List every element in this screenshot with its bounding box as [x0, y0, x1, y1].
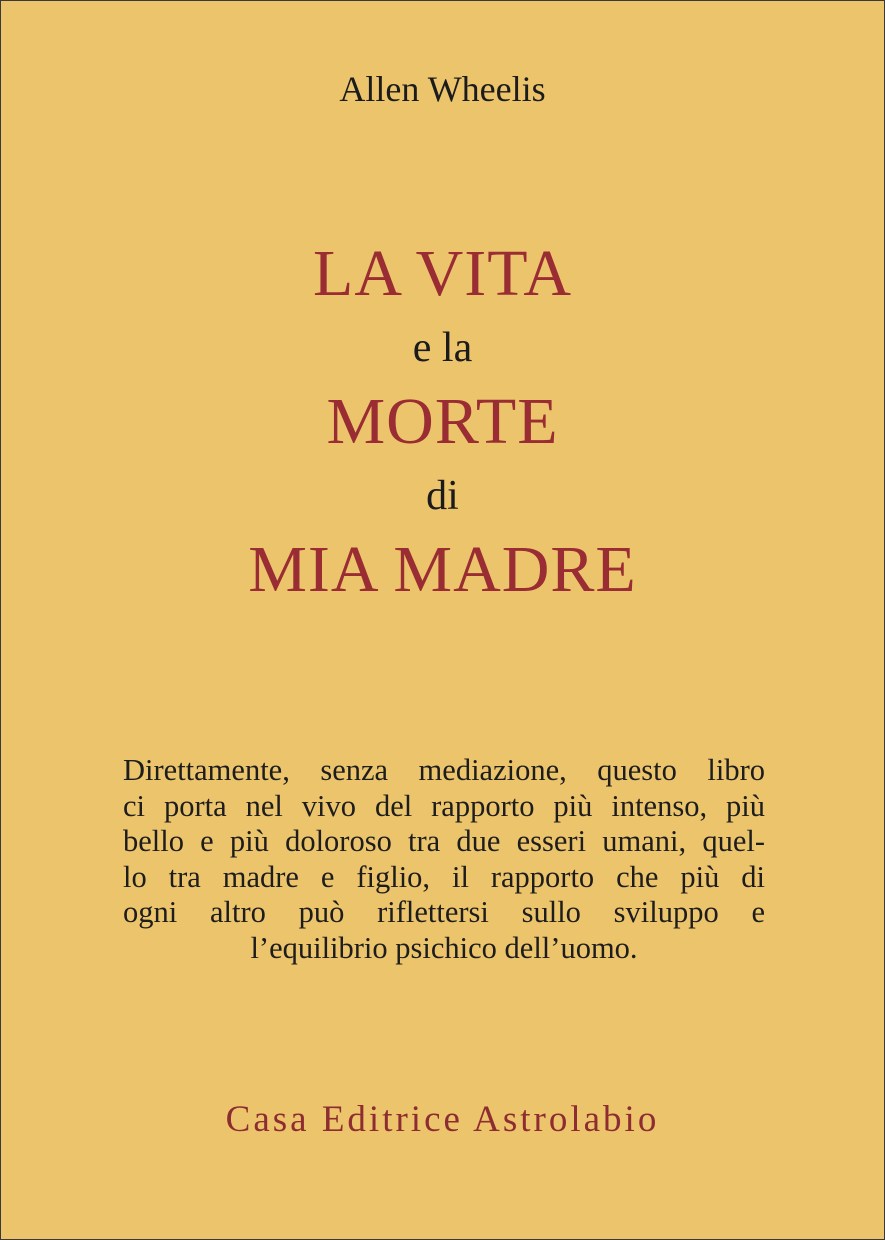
blurb-line: l’equilibrio psichico dell’uomo. — [250, 930, 638, 965]
blurb-line: Direttamente, senza mediazione, questo libro — [123, 753, 765, 787]
book-title — [1, 235, 884, 609]
blurb-line: ogni altro può riflettersi sullo sviluppo e — [123, 895, 765, 929]
title-line-la-vita: LA VITA — [313, 237, 572, 310]
author-name: Allen Wheelis — [339, 69, 546, 109]
title-line-e-la: e la — [412, 325, 473, 371]
blurb-line: lo tra madre e figlio, il rapporto che più di — [123, 859, 765, 894]
title-line-di: di — [426, 473, 459, 519]
cover-blurb — [123, 753, 765, 966]
publisher-name: Casa Editrice Astrolabio — [225, 1099, 660, 1140]
title-line-mia-madre: MIA MADRE — [248, 533, 637, 606]
blurb-line: bello e più doloroso tra due esseri umani, quel- — [123, 824, 765, 858]
title-line-morte: MORTE — [326, 385, 559, 458]
blurb-line: ci porta nel vivo del rapporto più intenso, più — [123, 788, 765, 823]
